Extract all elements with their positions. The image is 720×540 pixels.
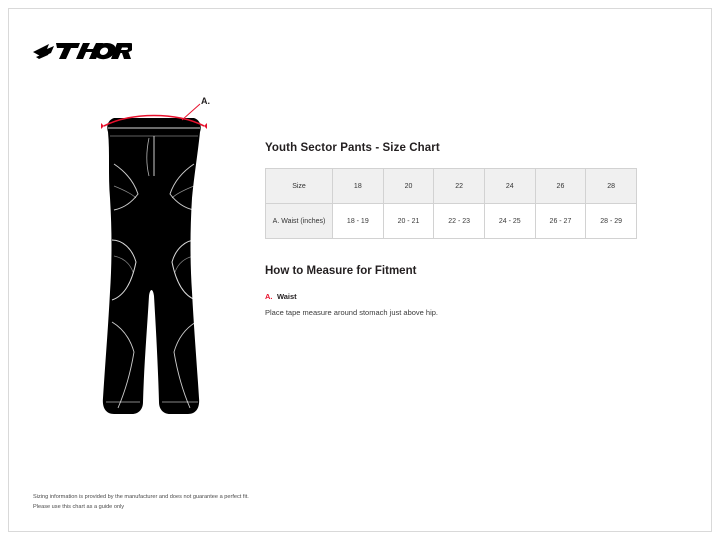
table-header-cell: 28: [586, 169, 637, 204]
table-row: [266, 204, 637, 239]
footer-disclaimer: [33, 492, 249, 512]
measure-item-name: Waist: [276, 292, 297, 301]
table-row-label: A. Waist (inches): [266, 204, 333, 239]
how-to-measure-section: [265, 265, 685, 318]
size-chart-table: [265, 168, 637, 239]
measure-item: [265, 286, 685, 304]
table-header-cell: 24: [484, 169, 535, 204]
measure-item-description: Place tape measure around stomach just above hip.: [265, 308, 439, 317]
table-cell: 20 - 21: [383, 204, 434, 239]
footer-line-2: Please use this chart as a guide only: [33, 503, 125, 510]
table-cell: 18 - 19: [333, 204, 384, 239]
measure-item-key: A.: [265, 292, 273, 301]
table-cell: 26 - 27: [535, 204, 586, 239]
page-title: Youth Sector Pants - Size Chart: [265, 142, 440, 154]
table-header-row: [266, 169, 637, 204]
how-to-measure-heading: How to Measure for Fitment: [265, 265, 417, 277]
footer-line-1: Sizing information is provided by the manufacturer and does not guarantee a perfect fit.: [33, 493, 249, 500]
chart-content: [265, 142, 685, 318]
table-header-cell: 18: [333, 169, 384, 204]
table-header-cell: 20: [383, 169, 434, 204]
youth-sector-pants-illustration: [70, 90, 240, 430]
table-cell: 22 - 23: [434, 204, 485, 239]
table-header-size: Size: [266, 169, 333, 204]
table-cell: 24 - 25: [484, 204, 535, 239]
table-header-cell: 26: [535, 169, 586, 204]
table-header-cell: 22: [434, 169, 485, 204]
callout-label-a: A.: [201, 96, 210, 106]
table-cell: 28 - 29: [586, 204, 637, 239]
thor-logo: [32, 34, 132, 64]
